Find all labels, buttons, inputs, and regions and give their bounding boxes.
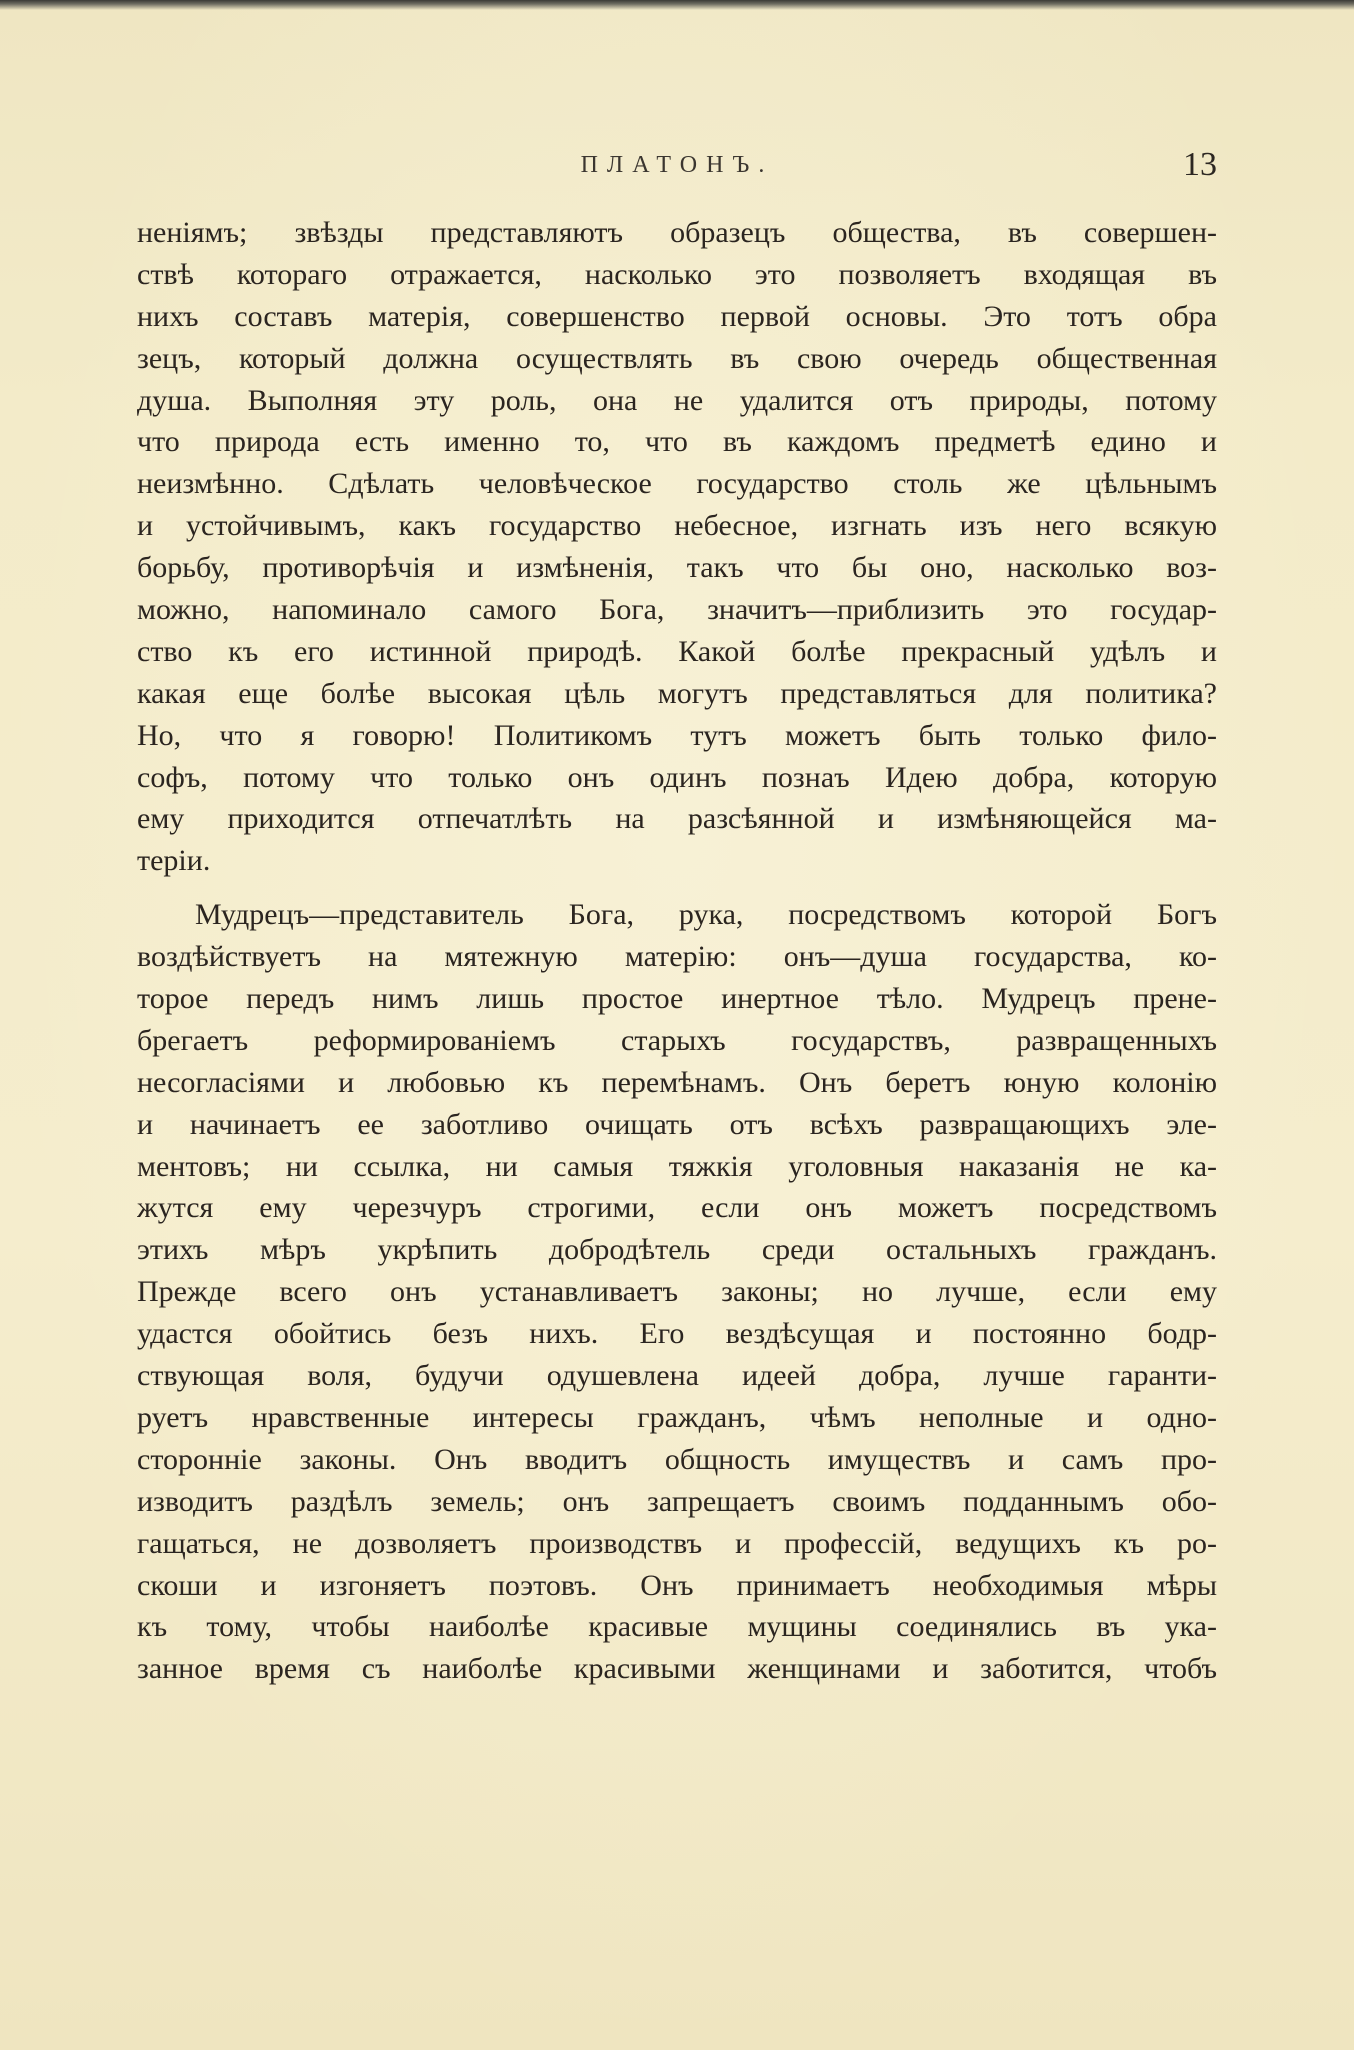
text-line: ему приходится отпечатлѣть на разсѣянной и измѣняющейся ма- xyxy=(137,802,1217,836)
body-text xyxy=(137,212,1217,1690)
text-line: этихъ мѣръ укрѣпить добродѣтель среди остальныхъ гражданъ. xyxy=(137,1233,1217,1267)
text-line: и устойчивымъ, какъ государство небесное, изгнать изъ него всякую xyxy=(137,509,1217,543)
text-line: неизмѣнно. Сдѣлать человѣческое государство столь же цѣльнымъ xyxy=(137,467,1217,501)
text-line: Но, что я говорю! Политикомъ тутъ можетъ быть только фило- xyxy=(137,718,1217,752)
text-line: ментовъ; ни ссылка, ни самыя тяжкія уголовныя наказанія не ка- xyxy=(137,1149,1217,1183)
paragraph-2 xyxy=(137,894,1217,1690)
paragraph-1 xyxy=(137,212,1217,882)
text-line: сторонніе законы. Онъ вводитъ общность имуществъ и самъ про- xyxy=(137,1442,1217,1476)
text-line: можно, напоминало самого Бога, значитъ—приблизить это государ- xyxy=(137,593,1217,627)
text-line: несогласіями и любовью къ перемѣнамъ. Онъ беретъ юную колонію xyxy=(137,1065,1217,1099)
text-line: что природа есть именно то, что въ каждомъ предметѣ едино и xyxy=(137,425,1217,459)
scan-top-edge xyxy=(0,0,1354,10)
text-line: брегаетъ реформированіемъ старыхъ государствъ, развращенныхъ xyxy=(137,1023,1217,1057)
text-line: Прежде всего онъ устанавливаетъ законы; но лучше, если ему xyxy=(137,1275,1217,1309)
text-line: неніямъ; звѣзды представляютъ образецъ общества, въ совершен- xyxy=(137,216,1217,249)
text-line: зецъ, который должна осуществлять въ свою очередь общественная xyxy=(137,341,1217,375)
text-line: и начинаетъ ее заботливо очищать отъ всѣхъ развращающихъ эле- xyxy=(137,1107,1217,1141)
text-line: борьбу, противорѣчія и измѣненія, такъ что бы оно, насколько воз- xyxy=(137,551,1217,585)
text-line: руетъ нравственные интересы гражданъ, чѣмъ неполные и одно- xyxy=(137,1400,1217,1434)
text-line: удастся обойтись безъ нихъ. Его вездѣсущая и постоянно бодр- xyxy=(137,1317,1217,1351)
text-line: жутся ему черезчуръ строгими, если онъ можетъ посредствомъ xyxy=(137,1191,1217,1225)
text-line: софъ, потому что только онъ одинъ познаъ Идею добра, которую xyxy=(137,760,1217,794)
text-line: ство къ его истинной природѣ. Какой болѣе прекрасный удѣлъ и xyxy=(137,634,1217,668)
text-line: Мудрецъ—представитель Бога, рука, посредствомъ которой Богъ xyxy=(195,898,1217,932)
text-line: занное время съ наиболѣе красивыми женщинами и заботится, чтобъ xyxy=(137,1652,1217,1686)
text-line: изводитъ раздѣлъ земель; онъ запрещаетъ своимъ подданнымъ обо- xyxy=(137,1484,1217,1518)
text-line: ствующая воля, будучи одушевлена идеей добра, лучше гаранти- xyxy=(137,1359,1217,1393)
page-header xyxy=(137,146,1217,186)
page-number: 13 xyxy=(1183,146,1217,183)
text-line: гащаться, не дозволяетъ производствъ и профессій, ведущихъ къ ро- xyxy=(137,1526,1217,1560)
text-line: теріи. xyxy=(137,844,211,878)
text-line: нихъ составъ матерія, совершенство первой основы. Это тотъ обра xyxy=(137,299,1217,333)
text-line: къ тому, чтобы наиболѣе красивые мущины соединялись въ ука- xyxy=(137,1610,1217,1644)
text-line: ствѣ котораго отражается, насколько это позволяетъ входящая въ xyxy=(137,257,1217,291)
text-line: воздѣйствуетъ на мятежную матерію: онъ—душа государства, ко- xyxy=(137,940,1217,974)
running-head: ПЛАТОНЪ. xyxy=(580,152,774,178)
text-line: скоши и изгоняетъ поэтовъ. Онъ принимаетъ необходимыя мѣры xyxy=(137,1568,1217,1602)
text-line: какая еще болѣе высокая цѣль могутъ представляться для политика? xyxy=(137,676,1217,710)
text-line: торое передъ нимъ лишь простое инертное тѣло. Мудрецъ прене- xyxy=(137,982,1217,1016)
paragraph-gap xyxy=(137,882,1217,894)
text-line: душа. Выполняя эту роль, она не удалится отъ природы, потому xyxy=(137,383,1217,417)
